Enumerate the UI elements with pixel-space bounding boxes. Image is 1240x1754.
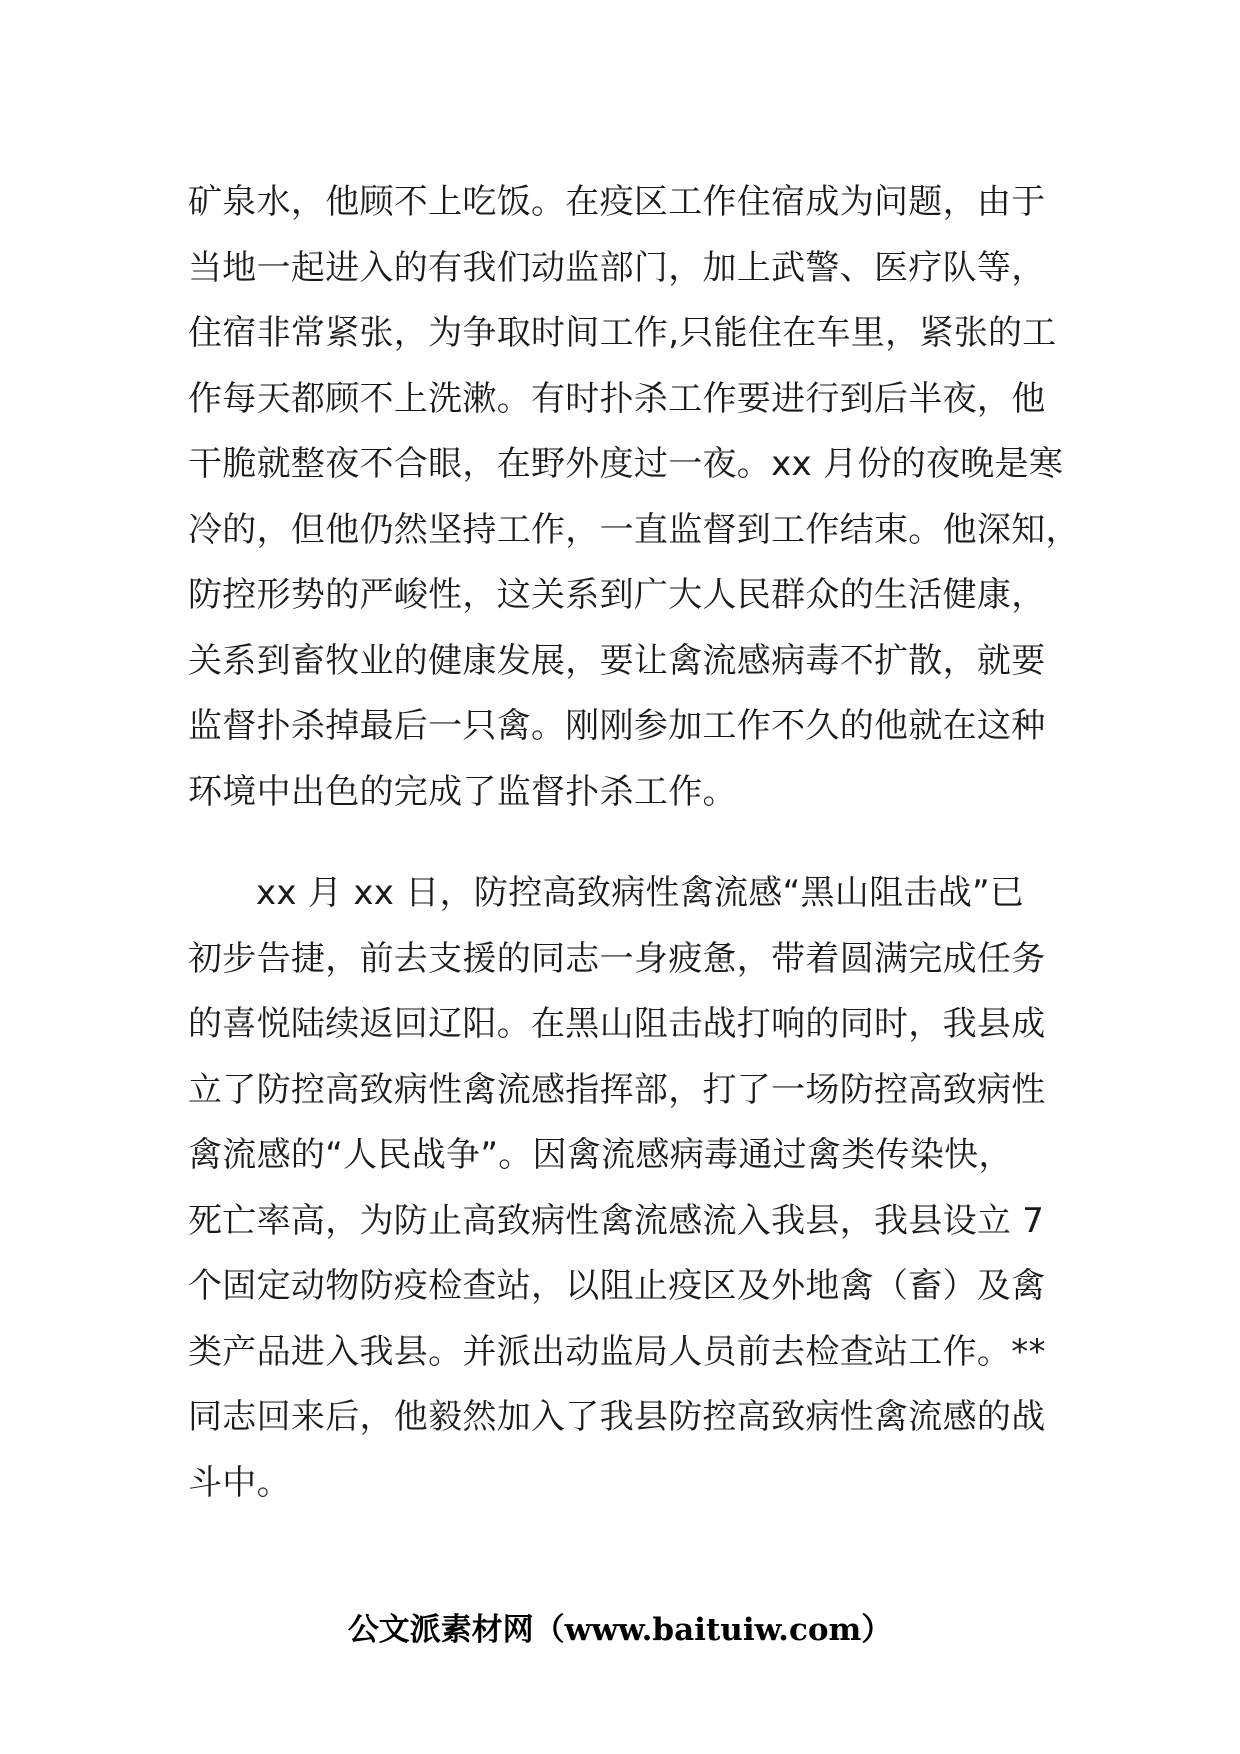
footer-watermark: 公文派素材网（www.baituiw.com）: [347, 1612, 893, 1648]
paragraph-line: 干脆就整夜不合眼，在野外度过一夜。xx 月份的夜晚是寒: [188, 444, 1064, 484]
paragraph-line: 矿泉水，他顾不上吃饭。在疫区工作住宿成为问题，由于: [188, 182, 1046, 222]
paragraph-line: 当地一起进入的有我们动监部门，加上武警、医疗队等，: [188, 247, 1046, 288]
paragraph-line: 个固定动物防疫检查站，以阻止疫区及外地禽（畜）及禽: [188, 1266, 1046, 1306]
paragraph-1: [188, 170, 1080, 825]
paragraph-line: 住宿非常紧张，为争取时间工作,只能住在车里，紧张的工: [188, 313, 1057, 353]
paragraph-line: 环境中出色的完成了监督扑杀工作。: [188, 771, 737, 812]
paragraph-line: 类产品进入我县。并派出动监局人员前去检查站工作。**: [188, 1331, 1046, 1372]
paragraph-line: 冷的，但他仍然坚持工作，一直监督到工作结束。他深知，: [188, 509, 1080, 550]
paragraph-line: 同志回来后，他毅然加入了我县防控高致病性禽流感的战: [188, 1397, 1046, 1437]
paragraph-2: [188, 861, 1068, 1516]
paragraph-line: 立了防控高致病性禽流感指挥部，打了一场防控高致病性: [188, 1069, 1046, 1110]
paragraph-line: 关系到畜牧业的健康发展，要让禽流感病毒不扩散，就要: [188, 640, 1046, 681]
paragraph-line: 斗中。: [188, 1462, 291, 1503]
paragraph-line: 监督扑杀掉最后一只禽。刚刚参加工作不久的他就在这种: [188, 706, 1046, 746]
paragraph-spacer: [188, 825, 1068, 861]
paragraph-line: 死亡率高，为防止高致病性禽流感流入我县，我县设立 7: [188, 1200, 1045, 1241]
paragraph-line: 作每天都顾不上洗漱。有时扑杀工作要进行到后半夜，他: [188, 378, 1046, 419]
paragraph-line: 防控形势的严峻性，这关系到广大人民群众的生活健康，: [188, 575, 1046, 615]
paragraph-line: 禽流感的“人民战争”。因禽流感病毒通过禽类传染快，: [188, 1135, 1013, 1175]
paragraph-line: 的喜悦陆续返回辽阳。在黑山阻击战打响的同时，我县成: [188, 1004, 1046, 1044]
document-body: [188, 170, 1080, 1516]
paragraph-line: xx 月 xx 日，防控高致病性禽流感“黑山阻击战”已: [256, 873, 1025, 913]
paragraph-line: 初步告捷，前去支援的同志一身疲惫，带着圆满完成任务: [188, 938, 1046, 979]
